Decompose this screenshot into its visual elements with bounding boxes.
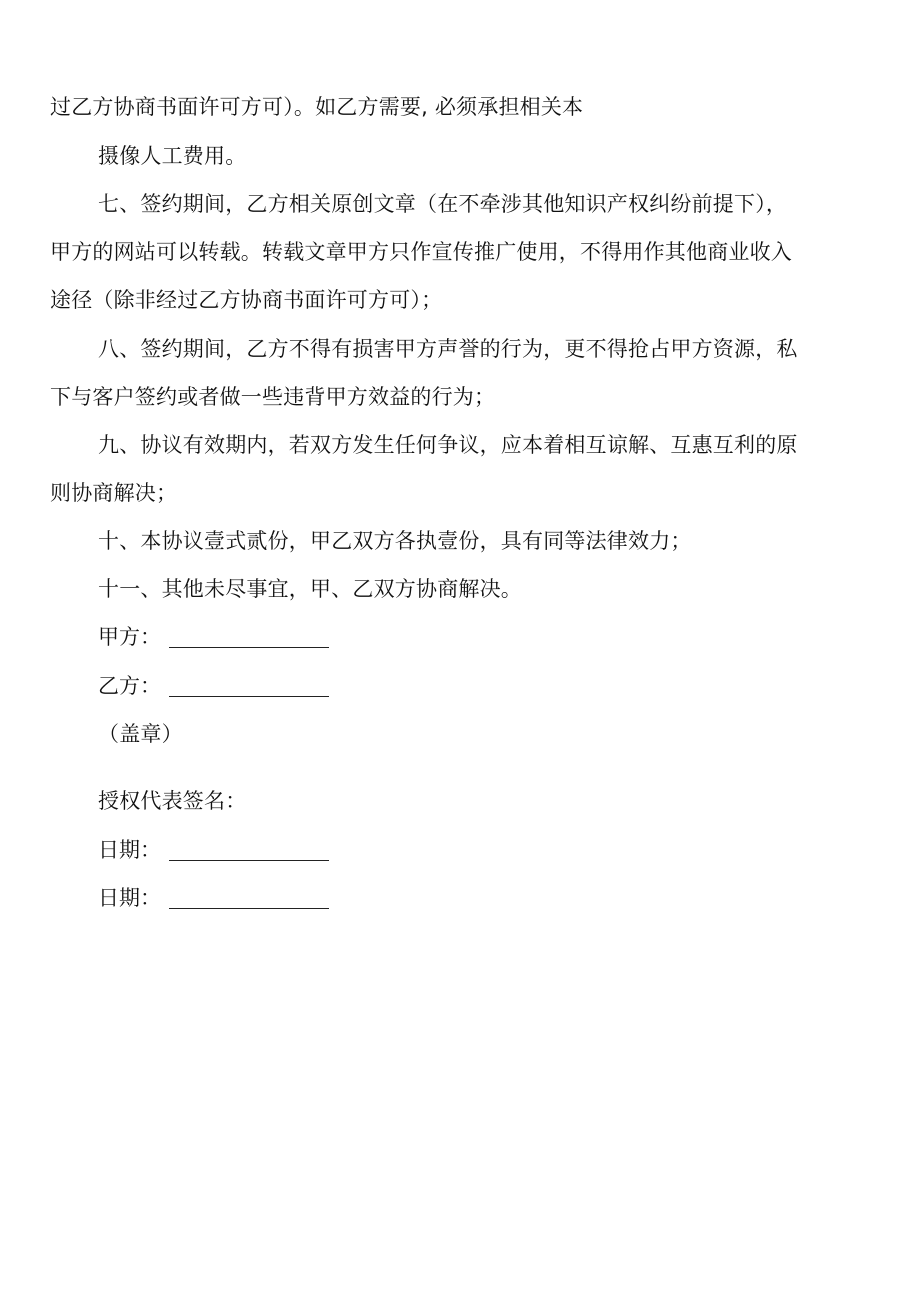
clause-7-line-2: 甲方的网站可以转载。转载文章甲方只作宣传推广使用，不得用作其他商业收入 (50, 240, 792, 264)
clause-9-line-1: 九、协议有效期内，若双方发生任何争议，应本着相互谅解、互惠互利的原 (98, 433, 798, 457)
clause-8-line-2: 下与客户签约或者做一些违背甲方效益的行为； (50, 385, 496, 409)
date-blank-1[interactable] (169, 838, 329, 861)
authorized-signature-label: 授权代表签名： (98, 789, 247, 813)
date-row-1 (98, 835, 329, 865)
date-blank-2[interactable] (169, 886, 329, 909)
clause-8-line-1: 八、签约期间，乙方不得有损害甲方声誉的行为，更不得抢占甲方资源，私 (98, 337, 798, 361)
clause-7-line-3: 途径（除非经过乙方协商书面许可方可）； (50, 288, 443, 312)
seal-label: （盖章） (98, 722, 183, 746)
party-b-label: 乙方： (98, 674, 161, 698)
clause-11: 十一、其他未尽事宜，甲、乙双方协商解决。 (98, 577, 522, 601)
clause-7-line-1: 七、签约期间，乙方相关原创文章（在不牵涉其他知识产权纠纷前提下）， (98, 192, 788, 216)
text-line-1: 过乙方协商书面许可方可）。如乙方需要, 必须承担相关本 (50, 95, 584, 119)
party-b-row (98, 671, 329, 701)
party-a-blank[interactable] (169, 625, 329, 648)
party-a-label: 甲方： (98, 625, 161, 649)
date-label-2: 日期： (98, 886, 161, 910)
party-a-row (98, 622, 329, 652)
party-b-blank[interactable] (169, 674, 329, 697)
date-row-2 (98, 883, 329, 913)
clause-10: 十、本协议壹式贰份，甲乙双方各执壹份，具有同等法律效力； (98, 529, 692, 553)
text-line-2: 摄像人工费用。 (98, 144, 247, 168)
date-label-1: 日期： (98, 838, 161, 862)
clause-9-line-2: 则协商解决； (50, 481, 178, 505)
